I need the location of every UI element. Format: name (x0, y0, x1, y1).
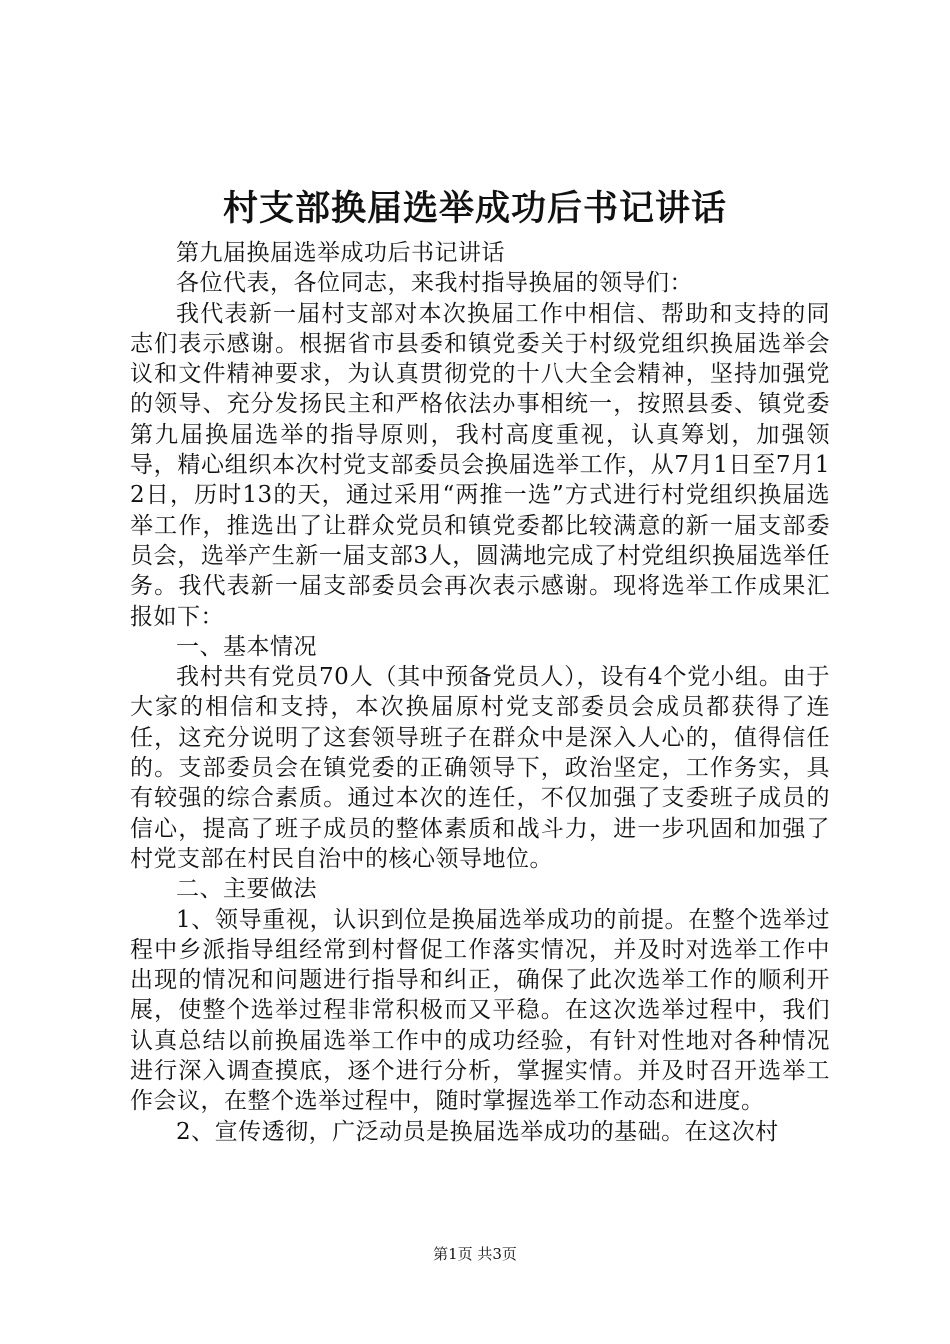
document-body (130, 238, 830, 1147)
method-1-paragraph: 1、领导重视，认识到位是换届选举成功的前提。在整个选举过程中乡派指导组经常到村督促工作落实情况，并及时对选举工作中出现的情况和问题进行指导和纠正，确保了此次选举工作的顺利开展，使整个选举过程非常积极而又平稳。在这次选举过程中，我们认真总结以前换届选举工作中的成功经验，有针对性地对各种情况进行深入调查摸底，逐个进行分析，掌握实情。并及时召开选举工作会议，在整个选举过程中，随时掌握选举工作动态和进度。 (130, 906, 830, 1115)
basic-situation-paragraph: 我村共有党员70人（其中预备党员人），设有4个党小组。由于大家的相信和支持，本次换届原村党支部委员会成员都获得了连任，这充分说明了这套领导班子在群众中是深入人心的，值得信任的。支部委员会在镇党委的正确领导下，政治坚定，工作务实，具有较强的综合素质。通过本次的连任，不仅加强了支委班子成员的信心，提高了班子成员的整体素质和战斗力，进一步巩固和加强了村党支部在村民自治中的核心领导地位。 (130, 664, 830, 872)
salutation-paragraph: 各位代表，各位同志，来我村指导换届的领导们： (176, 270, 693, 297)
section-heading-methods: 二、主要做法 (176, 876, 317, 903)
subtitle-paragraph: 第九届换届选举成功后书记讲话 (176, 240, 505, 266)
intro-paragraph: 我代表新一届村支部对本次换届工作中相信、帮助和支持的同志们表示感谢。根据省市县委和镇党委关于村级党组织换届选举会议和文件精神要求，为认真贯彻党的十八大全会精神，坚持加强党的领导、充分发扬民主和严格依法办事相统一，按照县委、镇党委第九届换届选举的指导原则，我村高度重视，认真筹划，加强领导，精心组织本次村党支部委员会换届选举工作，从7月1日至7月12日，历时13的天，通过采用“两推一选”方式进行村党组织换届选举工作，推选出了让群众党员和镇党委都比较满意的新一届支部委员会，选举产生新一届支部3人，圆满地完成了村党组织换届选举任务。我代表新一届支部委员会再次表示感谢。现将选举工作成果汇报如下： (130, 300, 830, 630)
method-2-paragraph: 2、宣传透彻，广泛动员是换届选举成功的基础。在这次村 (176, 1118, 779, 1145)
section-heading-basic: 一、基本情况 (176, 633, 317, 660)
page-footer: 第1页 共3页 (433, 1245, 517, 1263)
document-title: 村支部换届选举成功后书记讲话 (222, 188, 727, 229)
